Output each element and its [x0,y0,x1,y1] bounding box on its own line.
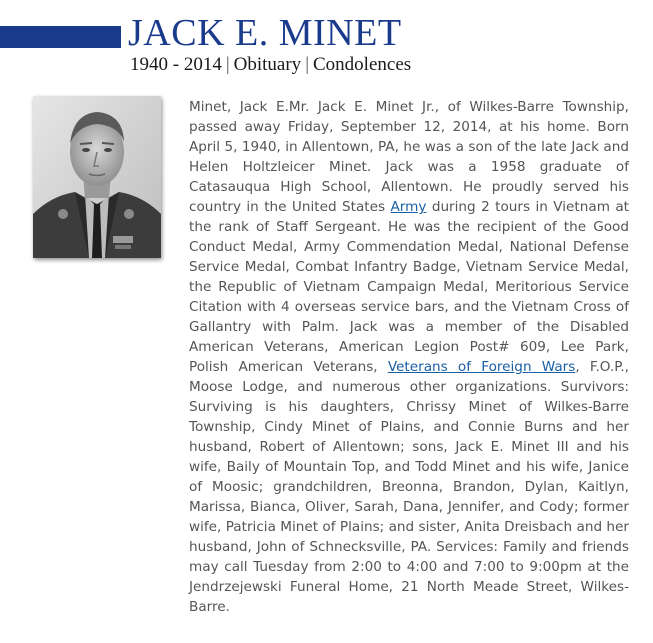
header-accent-bar [0,26,121,48]
nav-link-condolences[interactable]: Condolences [313,54,412,75]
nav-separator: | [305,54,309,75]
obituary-text [189,97,629,617]
portrait-photo [33,96,161,258]
life-years: 1940 - 2014 [130,54,222,75]
obituary-text-part-2: during 2 tours in Vietnam at the rank of Staff Sergeant. He was the recipient of the Good Conduct Medal, Army Commendation Medal, National Defense Service Medal, Combat Infantry Badge, Vietnam Service Medal, the Republic of Vietnam Campaign Medal, Meritorious Service Citation with 4 overseas service bars, and the Vietnam Cross of Gallantry with Palm. Jack was a member of the Disabled American Veterans, American Legion Post# 609, Lee Park, Polish American Veterans, [189,199,629,375]
nav-link-obituary[interactable]: Obituary [233,54,302,75]
obituary-text-part-3: , F.O.P., Moose Lodge, and numerous other organizations. Survivors: Surviving is his daughters, Chrissy Minet of Wilkes-Barre Township, Cindy Minet of Plains, and Connie Burns and her husband, Robert of Allentown; sons, Jack E. Minet III and his wife, Baily of Mountain Top, and Todd Minet and his wife, Janice of Moosic; grandchildren, Breonna, Brandon, Dylan, Kaitlyn, Marissa, Bianca, Oliver, Sarah, Dana, Jennifer, and Cody; former wife, Patricia Minet of Plains; and sister, Anita Dreisbach and her husband, John of Schnecksville, PA. Services: Family and friends may call Tuesday from 2:00 to 4:00 and 7:00 to 9:00pm at the Jendrzejewski Funeral Home, 21 North Meade Street, Wilkes-Barre. [189,359,629,615]
link-veterans-of-foreign-wars[interactable]: Veterans of Foreign Wars [387,359,576,375]
obituary-text-part-1: Minet, Jack E.Mr. Jack E. Minet Jr., of Wilkes-Barre Township, passed away Friday, September 12, 2014, at his home. Born April 5, 1940, in Allentown, PA, he was a son of the late Jack and Helen Holtzleicer Minet. Jack was a 1958 graduate of Catasauqua High School, Allentown. He proudly served his country in the United States [189,99,629,215]
nav-separator: | [225,54,230,75]
link-army[interactable]: Army [390,199,427,215]
header-nav [130,53,411,77]
portrait-photo-icon [33,96,161,258]
page-title: JACK E. MINET [128,12,402,54]
